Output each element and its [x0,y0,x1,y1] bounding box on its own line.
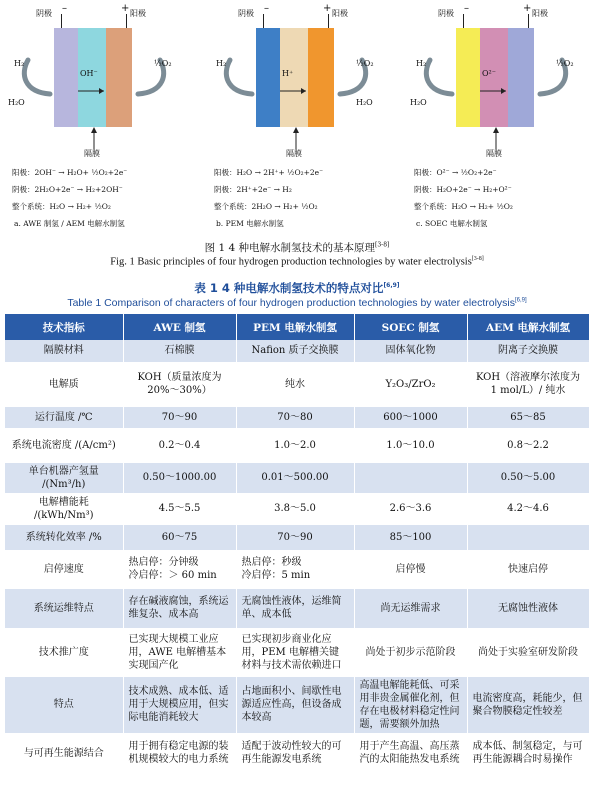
table-cell: 电流密度高，耗能少，但聚合物膜稳定性较差 [467,676,589,733]
left-input-label: H₂O [410,98,427,107]
ion-label: O²⁻ [482,69,496,78]
table-cell: 0.8～2.2 [467,428,589,462]
cell-line: 热启停：秒级 [241,557,302,568]
cathode-plate [54,28,78,127]
equation-overall: 整个系统：H₂O → H₂+ ½O₂ [12,202,111,211]
table-cell: 60～75 [123,524,236,550]
table-cell: 快速启停 [467,550,589,588]
table-caption-zh: 表 1 4 种电解水制氢技术的特点对比[6,9] [194,281,400,295]
table-cell: 占地面积小、间歇性电源适应性高，但设备成本较高 [236,676,354,733]
comparison-table [5,314,590,774]
table-cell: KOH（溶液摩尔浓度为 1 mol/L）/ 纯水 [467,362,589,406]
table-cell: 70～90 [123,406,236,428]
table-cell: 1.0～2.0 [236,428,354,462]
row-header-cell: 系统运维特点 [5,588,123,628]
table-cell: 1.0～10.0 [354,428,467,462]
row-header-cell: 电解质 [5,362,123,406]
table-cell: 70～80 [236,406,354,428]
col-header-indicator: 技术指标 [5,314,123,340]
table-cell: 无腐蚀性液体，运维简单、成本低 [236,588,354,628]
right-product-label: ½O₂ [356,59,374,68]
table-row [5,493,589,524]
table-row [5,628,589,676]
table-cell: 阴离子交换膜 [467,340,589,362]
anode-sign: + [523,3,532,14]
equation-overall: 整个系统：H₂O → H₂+ ½O₂ [414,202,513,211]
equation-anode-reaction: 阳极：2OH⁻ → H₂O+ ½O₂+2e⁻ [12,168,128,177]
table-cell: 高温电解能耗低、可采用非贵金属催化剂，但存在电极材料稳定性问题，需要额外加热 [354,676,467,733]
row-header-cell: 特点 [5,676,123,733]
table-cell: 70～90 [236,524,354,550]
equation-anode-reaction: 阳极：O²⁻ → ½O₂+2e⁻ [414,168,497,177]
cell-line: 冷启停：＞ 60 min [128,570,217,581]
table-cell: 技术成熟、成本低、适用于大规模应用，但实际电能消耗较大 [123,676,236,733]
table-cell: 2.6～3.6 [354,493,467,524]
table-header-row [5,314,589,340]
cathode-plate [456,28,480,127]
row-header-cell: 与可再生能源结合 [5,733,123,773]
table-cell: 已实现初步商业化应用，PEM 电解槽关键材料与技术需依赖进口 [236,628,354,676]
table-cell: Nafion 质子交换膜 [236,340,354,362]
anode-plate [308,28,334,127]
table-cell: 0.01～500.00 [236,462,354,493]
row-header-cell: 运行温度 /℃ [5,406,123,428]
table-cell: 尚无运维需求 [354,588,467,628]
row-header-cell: 电解槽能耗 /(kWh/Nm³) [5,493,123,524]
left-input-label: H₂O [8,98,25,107]
membrane-label: 隔膜 [486,149,502,158]
table-cell [354,462,467,493]
right-product-label: ½O₂ [154,59,172,68]
anode-label: 阳极 [130,9,146,18]
col-header-soec: SOEC 制氢 [354,314,467,340]
ion-arrow [278,80,310,99]
table-row [5,550,589,588]
cell-line: 热启停：分钟级 [128,557,199,568]
table-row [5,524,589,550]
table-row [5,406,589,428]
membrane-label: 隔膜 [286,149,302,158]
equation-cathode-reaction: 阴极：2H⁺+2e⁻ → H₂ [214,185,292,194]
membrane-label: 隔膜 [84,149,100,158]
table-cell: 4.5～5.5 [123,493,236,524]
table-cell: KOH（质量浓度为 20%～30%） [123,362,236,406]
anode-label: 阳极 [332,9,348,18]
row-header-cell: 系统转化效率 /% [5,524,123,550]
ion-label: OH⁻ [80,69,98,78]
diagram-subcaption: a. AWE 制氢 / AEM 电解水制氢 [14,219,125,228]
table-cell: 0.2～0.4 [123,428,236,462]
table-cell: 0.50～1000.00 [123,462,236,493]
ion-label: H⁺ [282,69,294,78]
cell-line: 冷启停：5 min [241,570,311,581]
table-cell: 0.50～5.00 [467,462,589,493]
table-cell: 固体氧化物 [354,340,467,362]
table-cell: 启停慢 [354,550,467,588]
table-cell: 65～85 [467,406,589,428]
anode-plate [106,28,132,127]
row-header-cell: 启停速度 [5,550,123,588]
diagram-soec [408,4,588,229]
table-cell: 存在碱液腐蚀，系统运维复杂、成本高 [123,588,236,628]
table-cell [123,550,236,588]
col-header-aem: AEM 电解水制氢 [467,314,589,340]
diagram-pem [208,4,388,229]
table-cell: 已实现大规模工业应用，AWE 电解槽基本实现国产化 [123,628,236,676]
row-header-cell: 单台机器产氢量 /(Nm³/h) [5,462,123,493]
table-row [5,428,589,462]
table-row [5,340,589,362]
equation-overall: 整个系统：2H₂O → H₂+ ½O₂ [214,202,318,211]
table-cell: 600～1000 [354,406,467,428]
left-product-label: H₂ [216,59,227,68]
table-cell: 无腐蚀性液体 [467,588,589,628]
cathode-label: 阴极 [438,9,454,18]
left-product-label: H₂ [416,59,427,68]
table-cell: 用于拥有稳定电源的装机规模较大的电力系统 [123,733,236,773]
row-header-cell: 隔膜材料 [5,340,123,362]
table-cell [467,524,589,550]
col-header-pem: PEM 电解水制氢 [236,314,354,340]
table-row [5,462,589,493]
table-cell: 4.2～4.6 [467,493,589,524]
ion-arrow [76,80,108,99]
table-cell: 用于产生高温、高压蒸汽的太阳能热发电系统 [354,733,467,773]
anode-sign: + [121,3,130,14]
right-product-label: ½O₂ [556,59,574,68]
figure-caption-zh: 图 1 4 种电解水制氢技术的基本原理[3-8] [204,241,390,254]
cathode-sign: – [464,3,469,14]
anode-plate [508,28,534,127]
table-cell: Y₂O₃/ZrO₂ [354,362,467,406]
equation-cathode-reaction: 阴极：H₂O+2e⁻ → H₂+O²⁻ [414,185,512,194]
cathode-plate [256,28,280,127]
table-cell: 85～100 [354,524,467,550]
left-product-label: H₂ [14,59,25,68]
equation-cathode-reaction: 阴极：2H₂O+2e⁻ → H₂+2OH⁻ [12,185,123,194]
right-input-label: H₂O [356,98,373,107]
diagram-subcaption: c. SOEC 电解水制氢 [416,219,488,228]
table-row [5,676,589,733]
figure-caption-en: Fig. 1 Basic principles of four hydrogen production technologies by water electrolysis[3-8] [110,256,484,268]
table-cell: 3.8～5.0 [236,493,354,524]
table-cell: 尚处于实验室研发阶段 [467,628,589,676]
cathode-sign: – [264,3,269,14]
anode-sign: + [323,3,332,14]
cathode-sign: – [62,3,67,14]
equation-anode-reaction: 阳极：H₂O → 2H⁺+ ½O₂+2e⁻ [214,168,324,177]
table-row [5,733,589,773]
table-row [5,588,589,628]
cathode-label: 阴极 [36,9,52,18]
table-cell: 石棉膜 [123,340,236,362]
anode-label: 阳极 [532,9,548,18]
table-cell: 尚处于初步示范阶段 [354,628,467,676]
diagram-awe [6,4,186,229]
diagram-subcaption: b. PEM 电解水制氢 [216,219,284,228]
table-caption-en: Table 1 Comparison of characters of four hydrogen production technologies by water electrolysis[6,9] [67,297,527,309]
table-cell: 适配于波动性较大的可再生能源发电系统 [236,733,354,773]
row-header-cell: 系统电流密度 /(A/cm²) [5,428,123,462]
col-header-awe: AWE 制氢 [123,314,236,340]
row-header-cell: 技术推广度 [5,628,123,676]
table-cell: 成本低、制氢稳定，与可再生能源耦合时易操作 [467,733,589,773]
table-cell [236,550,354,588]
table-row [5,362,589,406]
table-cell: 纯水 [236,362,354,406]
cathode-label: 阴极 [238,9,254,18]
ion-arrow [478,80,510,99]
